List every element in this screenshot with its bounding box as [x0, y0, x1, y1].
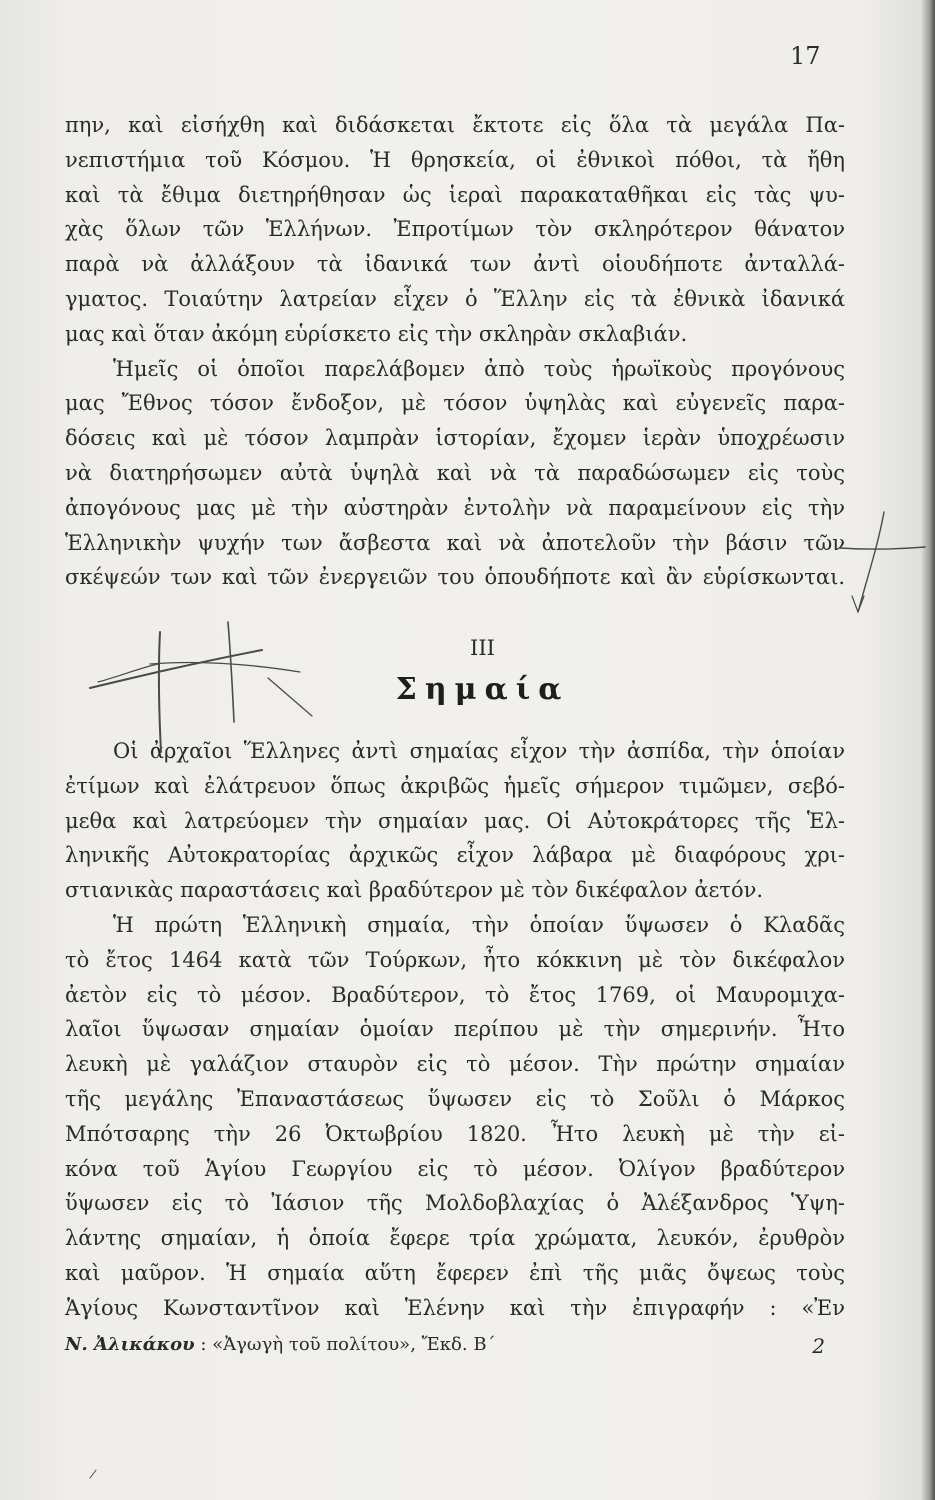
text-line: καὶ μαῦρον. Ἡ σημαία αὕτη ἔφερεν ἐπὶ τῆς μιᾶς ὄψεως τοὺς	[65, 1260, 845, 1285]
text-block-top	[65, 108, 845, 595]
text-line: λάντης σημαίαν, ἡ ὁποία ἔφερε τρία χρώματα, λευκόν, ἐρυθρὸν	[65, 1226, 845, 1251]
footer-book-title: : «Ἀγωγὴ τοῦ πολίτου», Ἔκδ. Β΄	[200, 1334, 496, 1355]
text-line: καὶ τὰ ἔθιμα διετηρήθησαν ὡς ἱεραὶ παρακαταθῆκαι εἰς τὰς ψυ-	[65, 182, 845, 207]
pen-stroke	[840, 547, 925, 549]
text-line: τῆς μεγάλης Ἐπαναστάσεως ὕψωσεν εἰς τὸ Σοῦλι ὁ Μάρκος	[65, 1086, 845, 1111]
text-line: Ἁγίους Κωνσταντῖνον καὶ Ἑλένην καὶ τὴν ἐπιγραφήν : «Ἐν	[65, 1295, 845, 1320]
text-line: πην, καὶ εἰσήχθη καὶ διδάσκεται ἔκτοτε εἰς ὅλα τὰ μεγάλα Πα-	[65, 113, 845, 137]
text-line: χὰς ὅλων τῶν Ἑλλήνων. Ἐπροτίμων τὸν σκληρότερον θάνατον	[65, 217, 845, 242]
text-line: γματος. Τοιαύτην λατρείαν εἶχεν ὁ Ἕλλην εἰς τὰ ἐθνικὰ ἰδανικά	[65, 286, 845, 311]
text-line: στιανικὰς παραστάσεις καὶ βραδύτερον μὲ τὸν δικέφαλον ἀετόν.	[65, 878, 764, 903]
pen-stroke	[90, 1470, 96, 1478]
text-line: τὸ ἔτος 1464 κατὰ τῶν Τούρκων, ἦτο κόκκινη μὲ τὸν δικέφαλον	[65, 947, 845, 972]
pen-stroke	[858, 512, 884, 612]
text-line: νεπιστήμια τοῦ Κόσμου. Ἡ θρησκεία, οἱ ἐθνικοὶ πόθοι, τὰ ἤθη	[65, 147, 845, 172]
section-title: Σημαία	[395, 672, 570, 707]
text-line: ἀπογόνους μας μὲ τὴν αὐστηρὰν ἐντολὴν νὰ παραμείνουν εἰς τὴν	[65, 495, 845, 520]
text-line: Ἡ πρώτη Ἑλληνικὴ σημαία, τὴν ὁποίαν ὕψωσεν ὁ Κλαδᾶς	[113, 912, 845, 937]
text-line: μεθα καὶ λατρεύομεν τὴν σημαίαν μας. Οἱ Αὐτοκράτορες τῆς Ἑλ-	[65, 808, 845, 833]
page-footer	[65, 1334, 825, 1358]
text-line: ὕψωσεν εἰς τὸ Ἰάσιον τῆς Μολδοβλαχίας ὁ Ἀλέξανδρος Ὑψη-	[65, 1191, 845, 1216]
text-line: μας Ἔθνος τόσον ἔνδοξον, μὲ τόσον ὑψηλὰς καὶ εὐγενεῖς παρα-	[65, 391, 845, 416]
text-line: Ἑλληνικὴν ψυχήν των ἄσβεστα καὶ νὰ ἀποτελοῦν τὴν βάσιν τῶν	[65, 530, 845, 555]
text-block-bottom	[65, 734, 845, 1326]
text-line: λευκὴ μὲ γαλάζιον σταυρὸν εἰς τὸ μέσον. Τὴν πρώτην σημαίαν	[65, 1052, 845, 1077]
text-line: ἐτίμων καὶ ἐλάτρευον ὅπως ἀκριβῶς ἡμεῖς σήμερον τιμῶμεν, σεβό-	[65, 773, 845, 798]
text-line: Μπότσαρης τὴν 26 Ὀκτωβρίου 1820. Ἦτο λευκὴ μὲ τὴν εἰ-	[65, 1121, 845, 1146]
footer-signature-mark: 2	[812, 1334, 825, 1358]
text-line: σκέψεών των καὶ τῶν ἐνεργειῶν του ὁπουδήποτε καὶ ἂν εὑρίσκωνται.	[65, 565, 845, 590]
text-line: μας καὶ ὅταν ἀκόμη εὑρίσκετο εἰς τὴν σκληρὰν σκλαβιάν.	[65, 321, 688, 346]
text-line: κόνα τοῦ Ἁγίου Γεωργίου εἰς τὸ μέσον. Ὀλίγον βραδύτερον	[65, 1156, 845, 1181]
footer-author: Ν. Ἀλικάκου	[65, 1334, 195, 1355]
text-line: παρὰ νὰ ἀλλάξουν τὰ ἰδανικά των ἀντὶ οἱουδήποτε ἀνταλλά-	[65, 252, 845, 277]
text-line: ἀετὸν εἰς τὸ μέσον. Βραδύτερον, τὸ ἔτος 1769, οἱ Μαυρομιχα-	[65, 982, 845, 1007]
text-line: Ἡμεῖς οἱ ὁποῖοι παρελάβομεν ἀπὸ τοὺς ἡρωϊκοὺς προγόνους	[113, 356, 845, 381]
section-number: III	[470, 636, 495, 660]
text-line: ληνικῆς Αὐτοκρατορίας ἀρχικῶς εἶχον λάβαρα μὲ διαφόρους χρι-	[65, 843, 845, 868]
page-edge-shadow	[921, 0, 935, 1500]
text-line: δόσεις καὶ μὲ τόσον λαμπρὰν ἱστορίαν, ἔχομεν ἱερὰν ὑποχρέωσιν	[65, 426, 845, 451]
pen-stroke	[852, 596, 864, 612]
text-line: λαῖοι ὕψωσαν σημαίαν ὁμοίαν περίπου μὲ τὴν σημερινήν. Ἦτο	[65, 1017, 845, 1042]
pen-stroke	[150, 662, 300, 672]
text-line: Οἱ ἀρχαῖοι Ἕλληνες ἀντὶ σημαίας εἶχον τὴν ἀσπίδα, τὴν ὁποίαν	[113, 739, 845, 763]
page-number: 17	[790, 42, 821, 70]
text-line: νὰ διατηρήσωμεν αὐτὰ ὑψηλὰ καὶ νὰ τὰ παραδώσωμεν εἰς τοὺς	[65, 460, 845, 485]
